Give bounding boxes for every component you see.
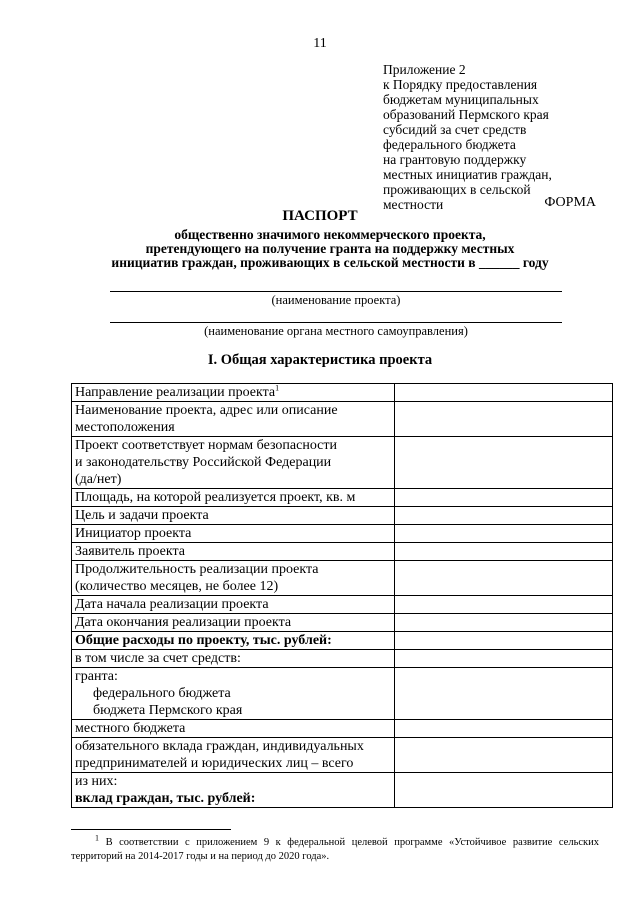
row-value-cell xyxy=(394,561,612,596)
row-label-text: гранта: xyxy=(75,669,118,684)
table-row xyxy=(72,614,613,632)
appendix-line: местных инициатив граждан, xyxy=(383,167,552,182)
appendix-line: образований Пермского края xyxy=(383,107,549,122)
row-label xyxy=(72,773,395,808)
form-label: ФОРМА xyxy=(544,195,596,210)
row-label: Дата начала реализации проекта xyxy=(72,596,395,614)
row-label: Инициатор проекта xyxy=(72,525,395,543)
appendix-line: проживающих в сельской xyxy=(383,182,531,197)
row-value-cell xyxy=(394,489,612,507)
table-row xyxy=(72,402,613,437)
row-label: Дата окончания реализации проекта xyxy=(72,614,395,632)
row-label xyxy=(72,738,395,773)
row-label-text: (да/нет) xyxy=(75,472,122,487)
table-row xyxy=(72,773,613,808)
appendix-line: бюджетам муниципальных xyxy=(383,92,539,107)
row-label xyxy=(72,561,395,596)
appendix-line: к Порядку предоставления xyxy=(383,77,538,92)
row-label: в том числе за счет средств: xyxy=(72,650,395,668)
row-label-text: (количество месяцев, не более 12) xyxy=(75,579,279,594)
table-row xyxy=(72,738,613,773)
table-row xyxy=(72,720,613,738)
appendix-line: на грантовую поддержку xyxy=(383,152,527,167)
row-label-text: предпринимателей и юридических лиц – всего xyxy=(75,756,354,771)
row-label: местного бюджета xyxy=(72,720,395,738)
row-value-cell xyxy=(394,668,612,720)
document-subtitle xyxy=(100,228,560,270)
row-value-cell xyxy=(394,632,612,650)
table-row xyxy=(72,525,613,543)
row-label-text: бюджета Пермского края xyxy=(93,703,243,718)
row-label: Площадь, на которой реализуется проект, кв. м xyxy=(72,489,395,507)
footnote-text: В соответствии с приложением 9 к федеральной целевой программе «Устойчивое развитие сельских территорий на 2014-2017 годы и на период до 2020 года». xyxy=(71,837,599,862)
section-title: I. Общая характеристика проекта xyxy=(207,352,433,368)
table-row xyxy=(72,384,613,402)
subtitle-line: общественно значимого некоммерческого проекта, xyxy=(174,227,486,242)
row-label-text: Проект соответствует нормам безопасности xyxy=(75,438,337,453)
project-name-caption: (наименование проекта) xyxy=(271,293,401,307)
page-number: 11 xyxy=(313,36,327,51)
row-label-text: и законодательству Российской Федерации xyxy=(75,455,332,470)
row-label-text: местоположения xyxy=(75,420,175,435)
row-label-text: Наименование проекта, адрес или описание xyxy=(75,403,338,418)
document-title: ПАСПОРТ xyxy=(282,208,358,224)
row-value-cell xyxy=(394,543,612,561)
row-value-cell xyxy=(394,614,612,632)
row-value-cell xyxy=(394,773,612,808)
authority-name-line xyxy=(110,322,562,323)
table-row xyxy=(72,561,613,596)
row-value-cell xyxy=(394,720,612,738)
appendix-line: Приложение 2 xyxy=(383,62,466,77)
table-row xyxy=(72,668,613,720)
row-value-cell xyxy=(394,384,612,402)
table-row xyxy=(72,507,613,525)
row-label xyxy=(72,402,395,437)
row-label xyxy=(72,668,395,720)
row-value-cell xyxy=(394,525,612,543)
row-label-text: Направление реализации проекта xyxy=(75,385,276,400)
row-label-text: федерального бюджета xyxy=(93,686,231,701)
row-value-cell xyxy=(394,437,612,489)
appendix-line: местности xyxy=(383,197,444,212)
footnote-mark: 1 xyxy=(95,833,99,843)
row-label: Заявитель проекта xyxy=(72,543,395,561)
authority-name-caption: (наименование органа местного самоуправления) xyxy=(204,324,468,338)
row-label-text: обязательного вклада граждан, индивидуальных xyxy=(75,739,364,754)
row-label: Цель и задачи проекта xyxy=(72,507,395,525)
project-characteristics-table xyxy=(71,383,613,808)
footnote xyxy=(71,833,599,864)
table-row xyxy=(72,596,613,614)
subtitle-line: инициатив граждан, проживающих в сельской местности в ______ году xyxy=(111,255,549,270)
appendix-line: субсидий за счет средств xyxy=(383,122,527,137)
row-value-cell xyxy=(394,507,612,525)
footnote-ref: 1 xyxy=(275,383,280,393)
table-row xyxy=(72,437,613,489)
row-label-text: Продолжительность реализации проекта xyxy=(75,562,319,577)
row-value-cell xyxy=(394,738,612,773)
appendix-reference xyxy=(383,62,613,212)
table-row xyxy=(72,632,613,650)
row-value-cell xyxy=(394,650,612,668)
appendix-line: федерального бюджета xyxy=(383,137,516,152)
table-row xyxy=(72,489,613,507)
table-row xyxy=(72,650,613,668)
row-label xyxy=(72,437,395,489)
row-value-cell xyxy=(394,596,612,614)
row-label: Общие расходы по проекту, тыс. рублей: xyxy=(72,632,395,650)
footnote-divider xyxy=(71,829,231,830)
project-name-line xyxy=(110,291,562,292)
row-label xyxy=(72,384,395,402)
subtitle-line: претендующего на получение гранта на поддержку местных xyxy=(145,241,515,256)
row-label-text: вклад граждан, тыс. рублей: xyxy=(75,791,256,806)
row-label-text: из них: xyxy=(75,774,118,789)
row-value-cell xyxy=(394,402,612,437)
table-row xyxy=(72,543,613,561)
